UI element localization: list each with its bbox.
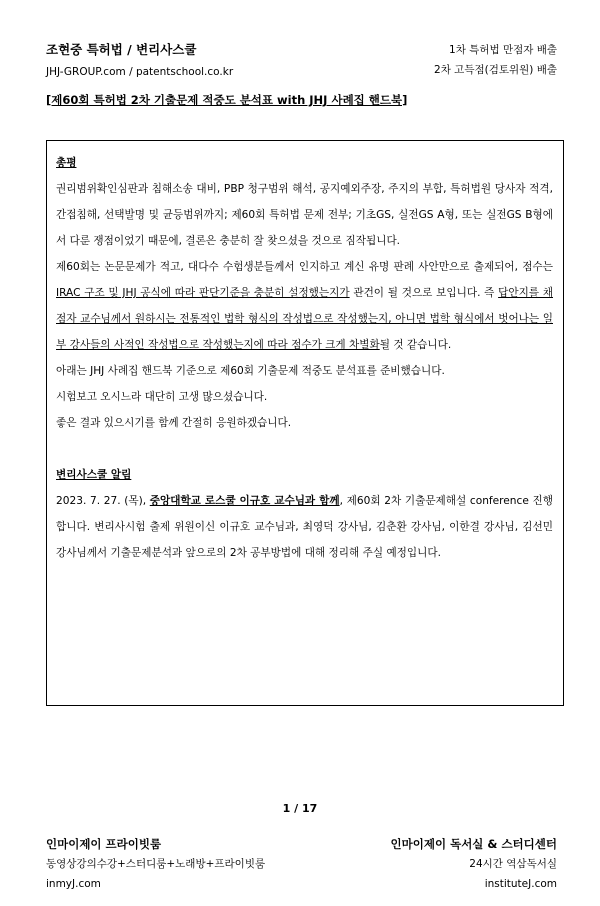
- summary-paragraph-1: 권리범위확인심판과 침해소송 대비, PBP 청구범위 해석, 공지예외주장, 주지의 부합, 특허법원 당사자 적격, 간접침해, 선택발명 및 균등범위까지; 제60회 특허법 문제 전부; 기초GS, 실전GS A형, 또는 실전GS B형에서 다룬 쟁점이었기 때문에, 결론은 충분히 잘 찾으셨을 것으로 짐작됩니다.: [56, 183, 553, 247]
- header-left: [46, 40, 233, 82]
- header-brand-title: 조현중 특허법 / 변리사스쿨: [46, 42, 197, 57]
- notice-heading: 변리사스쿨 알림: [56, 469, 132, 481]
- footer-right-title: 인마이제이 독서실 & 스터디센터: [390, 837, 557, 851]
- footer-left-title: 인마이제이 프라이빗룸: [46, 837, 162, 851]
- footer-right: [391, 834, 557, 894]
- footer-right-desc: 24시간 역삼독서실: [469, 858, 557, 870]
- footer-left-desc: 동영상강의수강+스터디룸+노래방+프라이빗룸: [46, 858, 266, 870]
- header-brand-links: JHJ-GROUP.com / patentschool.co.kr: [46, 66, 234, 78]
- section-spacer: [56, 436, 553, 462]
- summary-paragraph-3: 아래는 JHJ 사례집 핸드북 기준으로 제60회 기출문제 적중도 분석표를 준비했습니다.: [56, 365, 445, 377]
- document-title: [제60회 특허법 2차 기출문제 적중도 분석표 with JHJ 사례집 핸드북]: [46, 93, 408, 107]
- notice-paragraph: [56, 488, 553, 566]
- summary-p2-underline-2: 답안지를 채점자 교수님께서 원하시는 전통적인 법학 형식의 작성법으로 작성했는지, 아니면 법학 형식에서 벗어나는 일부 강사들의 사적인 작성법으로 작성했는지에 따라 점수가 크게 차별화: [56, 287, 553, 351]
- footer-left: [46, 834, 265, 894]
- notice-text-b: , 제60회 2차 기출문제해설 conference 진행합니다. 변리사시험 출제 위원이신 이규호 교수님과, 최영덕 강사님, 김춘환 강사님, 이한결 강사님, 김선민 강사님께서 기출문제분석과 앞으로의 2차 공부방법에 대해 정리해 주실 예정입니다.: [56, 495, 553, 559]
- summary-p2-text-c: 될 것 같습니다.: [379, 339, 452, 351]
- header-achievement-1: 1차 특허법 만점자 배출: [449, 44, 557, 56]
- footer-left-url: inmyJ.com: [46, 878, 101, 890]
- notice-highlight: 중앙대학교 로스쿨 이규호 교수님과 함께: [149, 495, 340, 507]
- header-right: [434, 40, 557, 80]
- footer-right-url: instituteJ.com: [484, 878, 557, 890]
- summary-p2-text-b: 관건이 될 것으로 보입니다. 즉: [349, 287, 499, 299]
- notice-text-a: 2023. 7. 27. (목),: [56, 495, 150, 507]
- summary-heading: 총평: [56, 157, 77, 169]
- summary-paragraph-2: [56, 254, 553, 358]
- summary-p2-underline-1: IRAC 구조 및 JHJ 공식에 따라 판단기준을 충분히 설정했는지가: [56, 287, 350, 299]
- summary-p2-text-a: 제60회는 논문문제가 적고, 대다수 수험생분들께서 인지하고 계신 유명 판례 사안만으로 출제되어, 점수는: [56, 261, 553, 273]
- summary-paragraph-4: 시험보고 오시느라 대단히 고생 많으셨습니다.: [56, 391, 268, 403]
- summary-paragraph-5: 좋은 결과 있으시기를 함께 간절히 응원하겠습니다.: [56, 417, 292, 429]
- header-achievement-2: 2차 고득점(검토위원) 배출: [434, 64, 557, 76]
- page-number: 1 / 17: [282, 802, 318, 815]
- content-box: [46, 140, 564, 706]
